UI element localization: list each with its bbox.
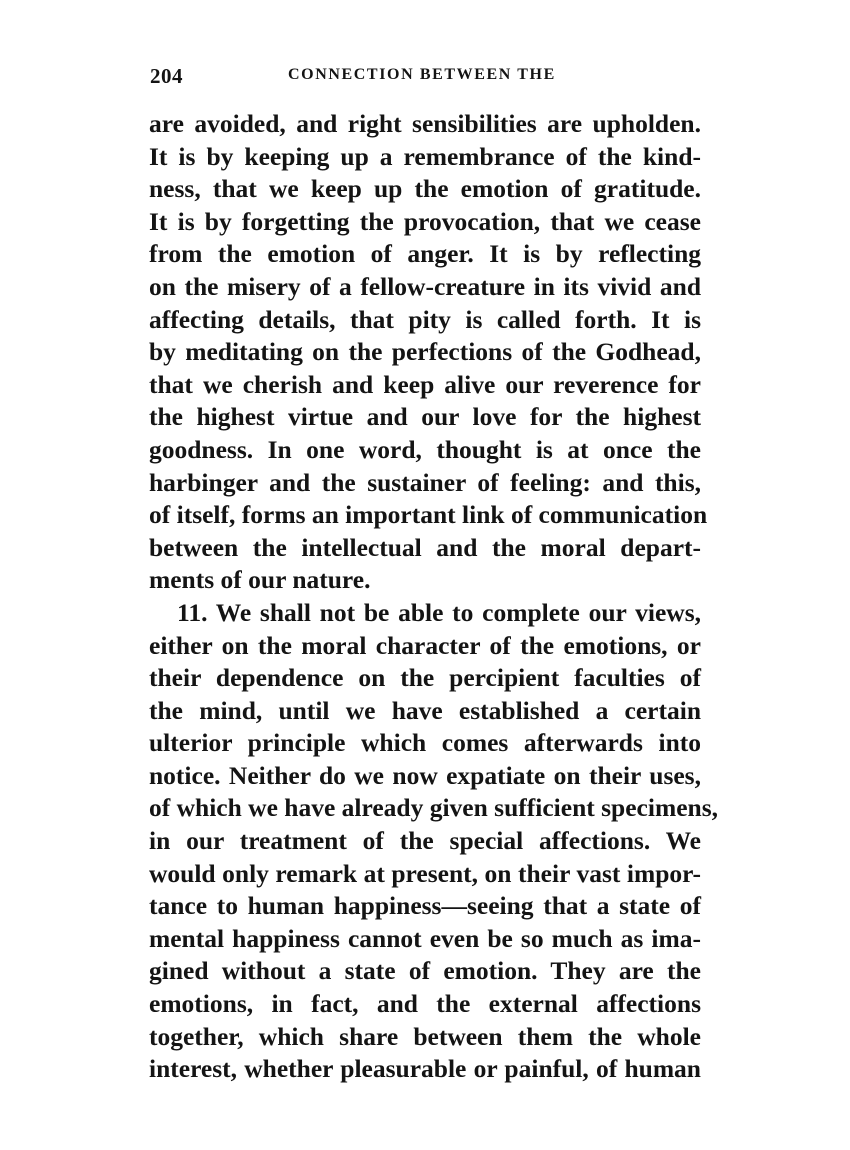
text-line: their dependence on the percipient faculties of [149,663,701,693]
text-line: interest, whether pleasurable or painful, of human [149,1054,701,1084]
text-line: notice. Neither do we now expatiate on their uses, [149,760,701,790]
text-line: mental happiness cannot even be so much as ima- [149,923,701,953]
paragraph-1 [149,108,708,597]
text-line: ments of our nature. [149,565,371,595]
text-line: the mind, until we have established a certain [149,695,701,725]
text-line: are avoided, and right sensibilities are upholden. [149,109,701,138]
text-line: by meditating on the perfections of the Godhead, [149,337,701,367]
text-line: together, which share between them the whole [149,1021,701,1051]
text-line: from the emotion of anger. It is by reflecting [149,239,701,269]
text-line: of which we have already given sufficient specimens, [149,793,718,823]
text-line: It is by keeping up a remembrance of the kind- [149,141,701,171]
page-header [150,64,700,88]
text-line: that we cherish and keep alive our reverence for [149,369,701,399]
text-line: would only remark at present, on their vast impor- [149,858,701,888]
running-title: CONNECTION BETWEEN THE [288,66,556,83]
text-line: harbinger and the sustainer of feeling: and this, [149,467,701,497]
text-line: tance to human happiness—seeing that a state of [149,891,701,921]
text-line: between the intellectual and the moral depart- [149,532,701,562]
paragraph-2 [149,597,718,1086]
text-line: It is by forgetting the provocation, that we cease [149,206,701,236]
text-line: on the misery of a fellow-creature in its vivid and [149,271,701,301]
text-line: gined without a state of emotion. They are the [149,956,701,986]
text-line: either on the moral character of the emotions, or [149,630,701,660]
body-text [149,108,718,1086]
text-line: of itself, forms an important link of communication [149,500,708,530]
text-line: 11. We shall not be able to complete our views, [177,597,701,627]
text-line: emotions, in fact, and the external affections [149,989,701,1019]
text-line: in our treatment of the special affections. We [149,826,701,856]
text-line: the highest virtue and our love for the highest [149,402,701,432]
page-number: 204 [150,64,183,88]
text-line: goodness. In one word, thought is at once the [149,434,701,464]
text-line: ness, that we keep up the emotion of gratitude. [149,174,701,204]
text-line: affecting details, that pity is called forth. It is [149,304,701,334]
text-line: ulterior principle which comes afterwards into [149,728,701,758]
